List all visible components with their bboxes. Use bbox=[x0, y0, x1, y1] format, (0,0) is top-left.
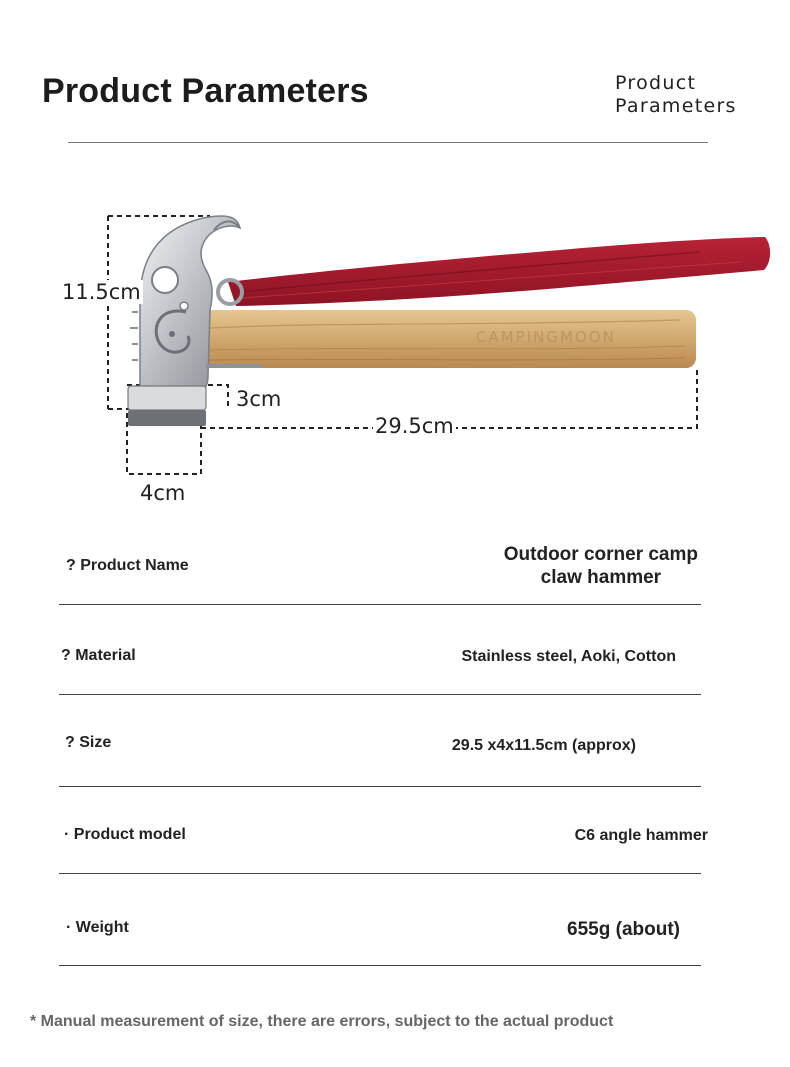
row-divider bbox=[59, 873, 701, 874]
spec-label-weight: · Weight bbox=[66, 919, 129, 936]
header-divider bbox=[68, 142, 708, 143]
strap bbox=[228, 237, 770, 306]
spec-label-size: ? Size bbox=[65, 734, 112, 751]
page-title: Product Parameters bbox=[42, 72, 369, 110]
row-divider bbox=[59, 694, 701, 695]
subtitle-line-1: Product bbox=[615, 72, 697, 94]
footnote: * Manual measurement of size, there are errors, subject to the actual product bbox=[30, 1013, 614, 1030]
height-dimension-label: 11.5cm bbox=[62, 280, 141, 304]
product-name-line-2: claw hammer bbox=[540, 567, 662, 588]
row-divider bbox=[59, 965, 701, 966]
page-subtitle bbox=[615, 72, 737, 118]
spec-label-product-name: ? Product Name bbox=[66, 557, 189, 574]
spec-value-product-model: C6 angle hammer bbox=[574, 827, 708, 844]
row-divider bbox=[59, 604, 701, 605]
spec-value-weight: 655g (about) bbox=[567, 919, 680, 940]
handle-engraving: CAMPINGMOON bbox=[476, 328, 616, 346]
spec-label-material: ? Material bbox=[61, 647, 136, 664]
head-dimension-label: 3cm bbox=[236, 387, 282, 411]
spec-value-product-name bbox=[504, 543, 698, 589]
product-illustration bbox=[0, 200, 790, 520]
width-dimension-label: 4cm bbox=[140, 481, 186, 505]
product-name-line-1: Outdoor corner camp bbox=[503, 544, 698, 565]
length-dimension-label: 29.5cm bbox=[375, 414, 454, 438]
hammer-illustration bbox=[0, 200, 790, 520]
subtitle-line-2: Parameters bbox=[615, 95, 737, 117]
spec-label-product-model: · Product model bbox=[64, 826, 186, 843]
spec-value-material: Stainless steel, Aoki, Cotton bbox=[461, 648, 676, 665]
spec-value-size: 29.5 x4x11.5cm (approx) bbox=[451, 737, 636, 754]
row-divider bbox=[59, 786, 701, 787]
